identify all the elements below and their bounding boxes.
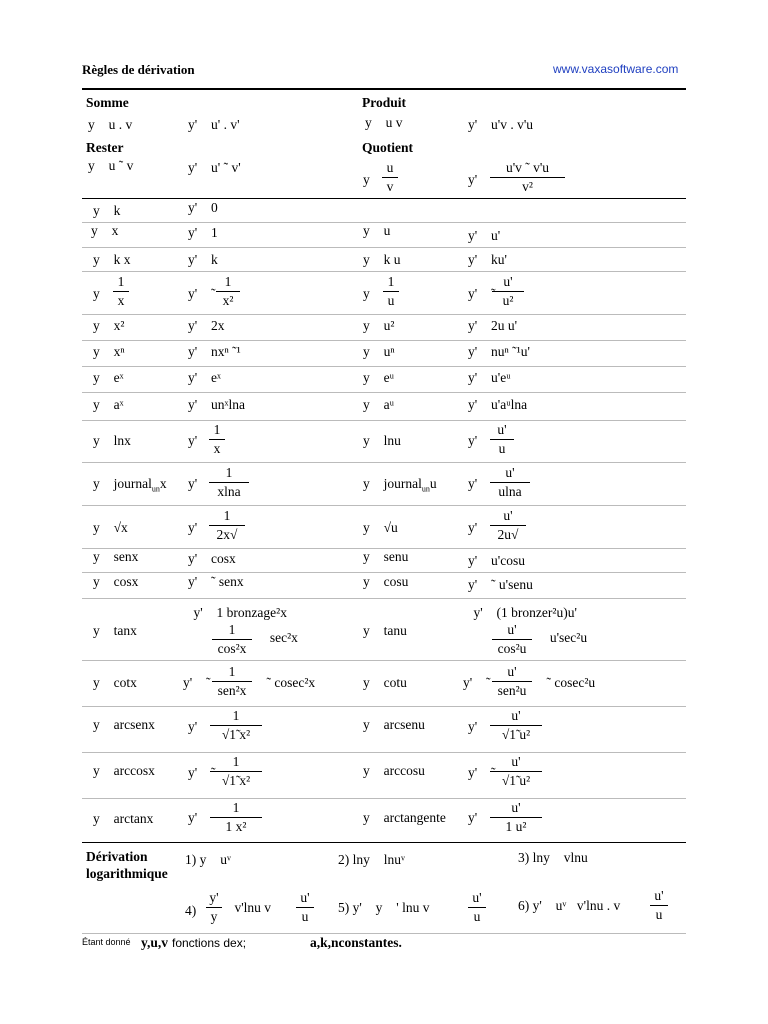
row-cosu-d: y'  ˜ u'senu [468, 577, 533, 592]
rule-quotient-y-pre: y   [363, 172, 384, 187]
row-x2-d: y'  2x [188, 318, 225, 333]
section-rule-log [82, 842, 686, 843]
row-au-y: y  aᵘ [363, 397, 395, 412]
fraction-arcsenx-d: 1 √1̃ x² [210, 708, 262, 743]
row-divider [82, 505, 686, 506]
fraction-sqrtx-d: 1 2x√ [209, 508, 245, 543]
fraction-cotx-d: 1 sen²x [212, 664, 252, 699]
row-au-d: y'  u'aᵘlna [468, 397, 528, 412]
row-divider [82, 798, 686, 799]
row-ex-d: y'  eˣ [188, 370, 221, 385]
row-tanu-d1:  y'  (1 bronzer²u)u' [463, 605, 577, 620]
row-u2-d: y'  2u u' [468, 318, 518, 333]
log-formula-1: 1) y  uᵛ [185, 852, 231, 867]
fraction-cotu-d: u' sen²u [492, 664, 532, 699]
row-tanx-d2-pre:     [183, 630, 208, 645]
fraction-logax-d: 1 xlna [209, 465, 249, 500]
row-ax-y: y  aˣ [93, 397, 124, 412]
row-tanu-d2-pre:     [463, 630, 488, 645]
row-cosx-y: y  cosx [93, 574, 139, 589]
row-cotu-d-post:  ˜ cosec²u [536, 675, 596, 690]
row-sqrtx-y: y  √x [93, 520, 128, 535]
row-cosu-y: y  cosu [363, 574, 409, 589]
row-cotx-d-post:  ˜ cosec²x [256, 675, 316, 690]
row-kx-d: y'  k [188, 252, 218, 267]
row-ex-y: y  eˣ [93, 370, 124, 385]
fraction-quotient-d: u'v ˜ v'u v² [490, 160, 565, 195]
row-arcsenx-d-pre: y'   [188, 719, 212, 734]
row-divider [82, 660, 686, 661]
row-lnu-d-pre: y'   [468, 433, 492, 448]
row-x-y: y  x [91, 223, 119, 238]
row-ax-d: y'  unˣlna [188, 397, 245, 412]
rule-produit-y: y  u v [365, 115, 403, 130]
row-arctanu-d-pre: y'   [468, 810, 492, 825]
row-divider [82, 752, 686, 753]
row-divider [82, 366, 686, 367]
rule-rester-y: y  u ˜ v [88, 158, 134, 173]
fraction-inv-u: 1 u [383, 274, 399, 309]
row-ku-y: y  k u [363, 252, 401, 267]
fraction-arccosx-d: 1 √1̃ x² [210, 754, 262, 789]
row-logax-y: y  journal$_{un}$x [93, 476, 167, 494]
section-derivation-log-1: Dérivation [86, 849, 148, 864]
fraction-log4-b: u' u [296, 890, 314, 925]
row-tanu-d2-post:   u'sec²u [536, 630, 588, 645]
fraction-tanx-d: 1 cos²x [212, 622, 252, 657]
row-divider [82, 462, 686, 463]
row-x2-y: y  x² [93, 318, 125, 333]
row-arccosx-d-pre: y'  ˜ [188, 765, 216, 780]
row-senx-y: y  senx [93, 549, 139, 564]
row-cotu-d-pre: y'  ˜ [463, 675, 491, 690]
row-divider [82, 933, 686, 934]
row-tanu-y: y  tanu [363, 623, 407, 638]
row-inv-u-d-pre: y'  ˜ [468, 286, 496, 301]
row-xn-y: y  xⁿ [93, 344, 125, 359]
log-formula-6-pre: 6) y'  uᵛ v'lnu . v [518, 898, 621, 913]
row-divider [82, 314, 686, 315]
row-ku-d: y'  ku' [468, 252, 507, 267]
row-xn-d: y'  nxⁿ ˜¹ [188, 344, 241, 359]
fraction-arcsenu-d: u' √1̃ u² [490, 708, 542, 743]
row-eu-d: y'  u'eᵘ [468, 370, 511, 385]
rule-somme-d: y'  u' . v' [188, 117, 240, 132]
row-lnu-y: y  lnu [363, 433, 401, 448]
row-u-d: y'  u' [468, 228, 501, 243]
row-logax-d-pre: y'   [188, 476, 212, 491]
fraction-logau-d: u' ulna [490, 465, 530, 500]
section-quotient: Quotient [362, 140, 414, 155]
row-divider [82, 598, 686, 599]
row-senu-y: y  senu [363, 549, 409, 564]
log-formula-3: 3) lny  vlnu [518, 850, 588, 865]
row-arcsenu-y: y  arcsenu [363, 717, 425, 732]
fraction-inv-x-d: 1 x² [216, 274, 240, 309]
log-formula-6-post:   [670, 898, 681, 913]
log-formula-4-mid:  v'lnu v [224, 900, 272, 915]
row-tanx-d2-post:   sec²x [256, 630, 298, 645]
row-u2-y: y  u² [363, 318, 395, 333]
fraction-inv-x: 1 x [113, 274, 129, 309]
row-arctanx-d-pre: y'   [188, 810, 212, 825]
rule-produit-d: y'  u'v . v'u [468, 117, 534, 132]
row-eu-y: y  eᵘ [363, 370, 395, 385]
section-rule [82, 198, 686, 199]
row-tanx-y: y  tanx [93, 623, 137, 638]
row-arccosu-y: y  arccosu [363, 763, 425, 778]
row-divider [82, 420, 686, 421]
log-formula-5-post:   [488, 900, 499, 915]
row-u-y: y  u [363, 223, 391, 238]
row-arctanx-y: y  arctanx [93, 811, 154, 826]
footer-functions-label: fonctions dex; [172, 936, 247, 950]
fraction-log6: u' u [650, 888, 668, 923]
section-somme: Somme [86, 95, 129, 110]
footer-text-given: Étant donné [82, 937, 131, 947]
row-tanx-d1:  y'  1 bronzage²x [183, 605, 287, 620]
row-k-d: y'  0 [188, 200, 218, 215]
footer-functions-vars: y,u,v [141, 935, 169, 950]
rule-rester-d: y'  u' ˜ v' [188, 160, 241, 175]
fraction-sqrtu-d: u' 2u√ [490, 508, 526, 543]
row-divider [82, 706, 686, 707]
row-lnx-d-pre: y'   [188, 433, 212, 448]
row-arccosx-y: y  arccosx [93, 763, 155, 778]
row-divider [82, 572, 686, 573]
section-produit: Produit [362, 95, 407, 110]
row-sqrtx-d-pre: y'   [188, 520, 212, 535]
row-divider [82, 271, 686, 272]
fraction-lnu-d: u' u [490, 422, 514, 457]
fraction-arctanx-d: 1 1 x² [210, 800, 262, 835]
row-logau-y: y  journal$_{un}$u [363, 476, 437, 494]
fraction-arctanu-d: u' 1 u² [490, 800, 542, 835]
row-divider [82, 247, 686, 248]
row-sqrtu-d-pre: y'   [468, 520, 492, 535]
rule-somme-y: y  u . v [88, 117, 133, 132]
fraction-lnx-d: 1 x [209, 422, 225, 457]
row-un-d: y'  nuⁿ ˜¹u' [468, 344, 530, 359]
log-formula-4-pre: 4) [185, 903, 197, 918]
fraction-arccosu-d: u' √1̃ u² [490, 754, 542, 789]
row-arctanu-y: y  arctangente [363, 810, 446, 825]
row-kx-y: y  k x [93, 252, 131, 267]
row-cotx-y: y  cotx [93, 675, 137, 690]
header-rule [82, 88, 686, 90]
row-divider [82, 392, 686, 393]
section-rester: Rester [86, 140, 124, 155]
page-title: Règles de dérivation [82, 62, 195, 77]
rule-quotient-d-pre: y'   [468, 172, 492, 187]
row-cosx-d: y'  ˜ senx [188, 574, 244, 589]
row-tanx-d3:   [183, 642, 194, 657]
row-sqrtu-y: y  √u [363, 520, 398, 535]
row-inv-y-pre: y   [93, 286, 114, 301]
row-inv-d-pre: y'  ˜ [188, 286, 216, 301]
row-cotx-d-pre: y'  ˜ [183, 675, 211, 690]
row-arccosu-d-pre: y'  ˜ [468, 765, 496, 780]
row-inv-u-pre: y   [363, 286, 384, 301]
row-arcsenu-d-pre: y'   [468, 719, 492, 734]
footer-constants: a,k,nconstantes. [310, 935, 402, 950]
row-cotu-y: y  cotu [363, 675, 407, 690]
row-senu-d: y'  u'cosu [468, 553, 525, 568]
section-derivation-log-2: logarithmique [86, 866, 168, 881]
website-link[interactable]: www.vaxasoftware.com [553, 62, 679, 76]
row-arcsenx-y: y  arcsenx [93, 717, 155, 732]
row-senx-d: y'  cosx [188, 551, 236, 566]
row-k-y: y  k [93, 203, 121, 218]
fraction-quotient-y: u v [382, 160, 398, 195]
row-divider [82, 340, 686, 341]
row-lnx-y: y  lnx [93, 433, 131, 448]
row-tanu-d3:   [463, 642, 474, 657]
fraction-inv-u-d: u' u² [492, 274, 524, 309]
row-un-y: y  uⁿ [363, 344, 395, 359]
fraction-log4-a: y' y [206, 890, 222, 925]
fraction-tanu-d: u' cos²u [492, 622, 532, 657]
log-formula-2: 2) lny  lnuᵛ [338, 852, 405, 867]
row-x-d: y'  1 [188, 225, 218, 240]
row-logau-d-pre: y'   [468, 476, 492, 491]
log-formula-5-pre: 5) y'  y  ' lnu v [338, 900, 430, 915]
fraction-log5: u' u [468, 890, 486, 925]
